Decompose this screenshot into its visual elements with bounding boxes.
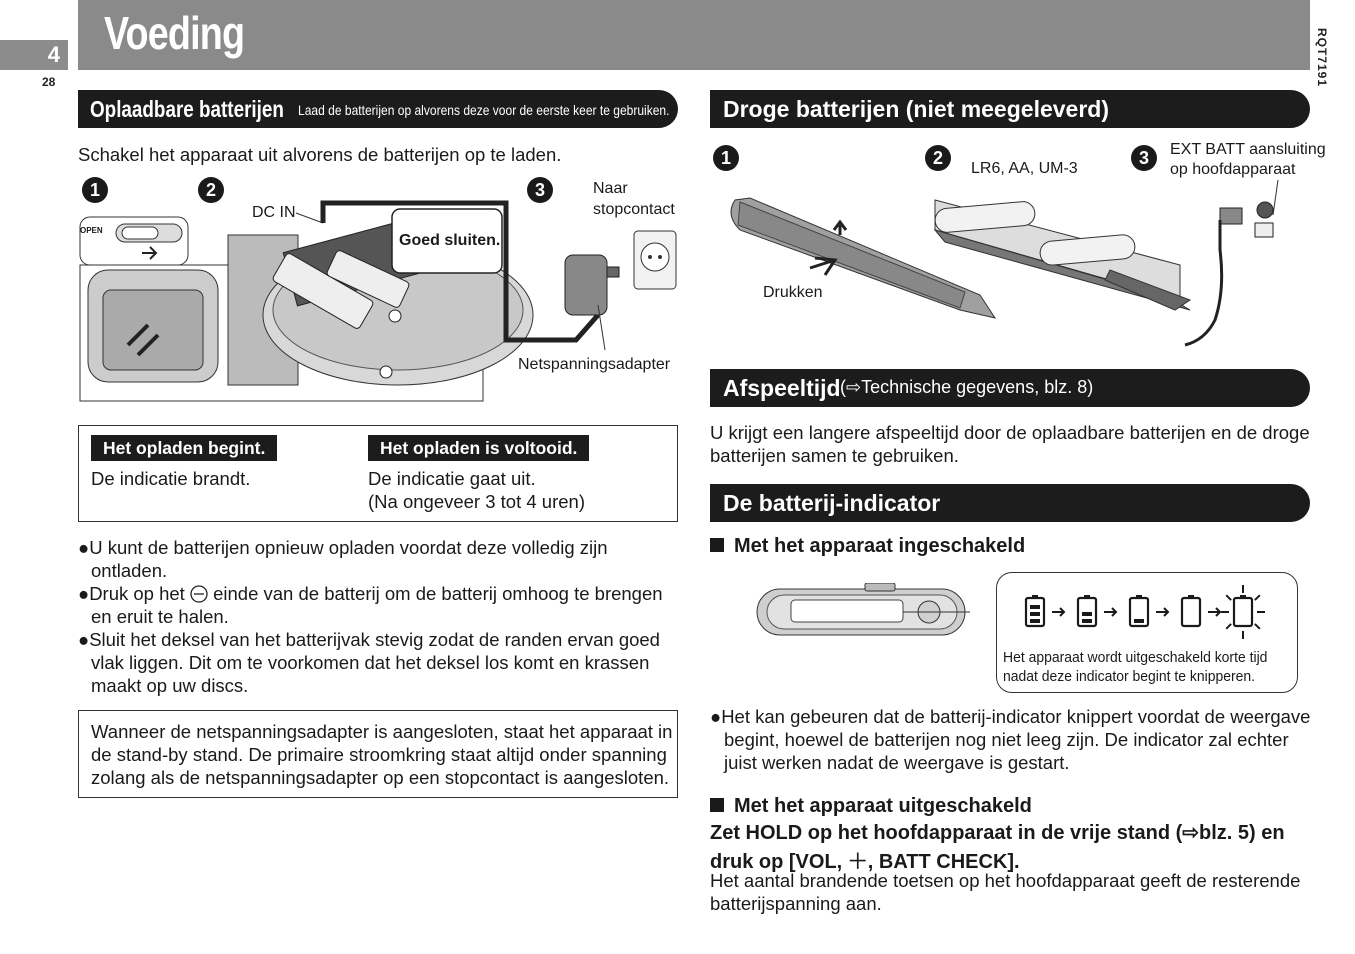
dry-step-number-3: 3 (1131, 145, 1157, 171)
indicator-bullet-line-1: Het kan gebeuren dat de batterij-indicator knippert voordat de weergave (721, 706, 1311, 727)
indicator-bullet-line-2: begint, hoewel de batterijen nog niet leeg zijn. De indicator zal echter (724, 729, 1289, 750)
bullet-1-line-2: ontladen. (91, 560, 168, 581)
square-bullet-icon (710, 538, 724, 552)
on-heading (710, 535, 1025, 558)
note-line-1: Wanneer de netspanningsadapter is aangesloten, staat het apparaat in (91, 721, 673, 742)
section-bar-rechargeable (78, 90, 678, 128)
battery-blinking-icon (1221, 585, 1265, 639)
to-outlet-label-1: Naar (593, 180, 628, 197)
charge-done-label: Het opladen is voltooid. (368, 435, 589, 461)
battery-level-icons (1022, 583, 1282, 639)
playtime-reference: (⇨Technische gegevens, blz. 8) (840, 377, 1094, 397)
intro-text: Schakel het apparaat uit alvorens de batterijen op te laden. (78, 144, 562, 165)
on-heading-text: Met het apparaat ingeschakeld (734, 535, 1026, 557)
close-well-label: Goed sluiten. (399, 232, 501, 249)
bullet-2-line-1a: Druk op het (89, 583, 190, 604)
section-title-rechargeable: Oplaadbare batterijen (90, 96, 284, 122)
bullet-1-line-1: U kunt de batterijen opnieuw opladen voordat deze volledig zijn (89, 537, 608, 558)
ext-batt-label-1: EXT BATT aansluiting (1170, 141, 1326, 158)
minus-circle-icon (190, 585, 208, 603)
remote-control-illustration (755, 583, 970, 639)
page-number-small: 28 (42, 75, 56, 89)
step-number-1: 1 (82, 177, 108, 203)
bullet-3-line-1: Sluit het deksel van het batterijvak stevig zodat de randen ervan goed (89, 629, 660, 650)
indicator-caption-2: nadat deze indicator begint te knipperen. (1003, 668, 1256, 685)
dry-step-number-1: 1 (713, 145, 739, 171)
battery-level-sequence (1022, 583, 1282, 639)
step-number-3: 3 (527, 177, 553, 203)
page-number: 4 (0, 40, 68, 70)
battery-type-label: LR6, AA, UM-3 (971, 160, 1078, 177)
step-number-2: 2 (198, 177, 224, 203)
arrow-right-icon (1104, 608, 1116, 616)
bullet-3-line-3: maakt op uw discs. (91, 675, 249, 696)
off-heading (710, 795, 1032, 818)
section-title-dry: Droge batterijen (niet meegeleverd) (723, 96, 1109, 122)
playtime-line-1: U krijgt een langere afspeeltijd door de oplaadbare batterijen en de droge (710, 422, 1310, 443)
charge-done-text-1: De indicatie gaat uit. (368, 468, 536, 489)
battery-level-icon (1078, 595, 1096, 626)
charge-start-label: Het opladen begint. (91, 435, 277, 461)
off-instruction-line-1: Zet HOLD op het hoofdapparaat in de vrije stand (⇨blz. 5) en (710, 822, 1285, 844)
section-bar-dry (710, 90, 1310, 128)
bullet-2-line-1b: einde van de batterij om de batterij omhoog te brengen (207, 583, 663, 604)
playtime-line-2: batterijen samen te gebruiken. (710, 445, 959, 466)
battery-level-icon (1182, 595, 1200, 626)
indicator-bullet: ●Het kan gebeuren dat de batterij-indicator knippert voordat de weergave begint, hoewel de batterijen nog niet leeg zijn. De indicator zal echter juist werken nadat de weergave is gestart. (710, 706, 1311, 773)
arrow-right-icon (1156, 608, 1168, 616)
off-text-line-1: Het aantal brandende toetsen op het hoofdapparaat geeft de resterende (710, 870, 1301, 891)
section-title-playtime: Afspeeltijd (723, 375, 841, 401)
section-bar-playtime (710, 369, 1310, 407)
indicator-bullet-line-3: juist werken nadat de weergave is gestart. (724, 752, 1070, 773)
section-bar-indicator (710, 484, 1310, 522)
battery-level-icon (1130, 595, 1148, 626)
dc-in-label: DC IN (252, 204, 296, 221)
indicator-caption-1: Het apparaat wordt uitgeschakeld korte tijd (1003, 649, 1268, 666)
standby-note-box (78, 710, 678, 798)
arrow-right-icon (1052, 608, 1064, 616)
battery-level-icon (1026, 595, 1044, 626)
page-title: Voeding (104, 7, 245, 59)
document-code: RQT7191 (1315, 28, 1329, 88)
to-outlet-label-2: stopcontact (593, 201, 675, 218)
dry-step-number-2: 2 (925, 145, 951, 171)
note-line-3: zolang als de netspanningsadapter op een stopcontact is aangesloten. (91, 767, 670, 788)
dry-battery-illustration (710, 170, 1310, 350)
note-line-2: de stand-by stand. De primaire stroomkring staat altijd onder spanning (91, 744, 667, 765)
arrow-right-icon (1208, 608, 1220, 616)
section-title-indicator: De batterij-indicator (723, 490, 941, 516)
bullet-item-1: ●U kunt de batterijen opnieuw opladen voordat deze volledig zijn ontladen. ●Druk op het einde van de batterij om de batterij omhoog te brengen en eruit te halen. ●Sluit het deksel van het batterijvak stevig zodat de randen ervan goed vlak liggen. Dit om te voorkomen dat het deksel los komt en krassen maakt op uw discs. (78, 537, 663, 696)
ext-batt-label-2: op hoofdapparaat (1170, 161, 1296, 178)
press-label: Drukken (763, 284, 823, 301)
bullet-2-line-2: en eruit te halen. (91, 606, 229, 627)
title-bar (78, 0, 1310, 70)
open-label: OPEN (80, 226, 103, 235)
off-text-line-2: batterijspanning aan. (710, 893, 882, 914)
bullet-3-line-2: vlak liggen. Dit om te voorkomen dat het deksel los komt en krassen (91, 652, 650, 673)
square-bullet-icon (710, 798, 724, 812)
charge-start-text: De indicatie brandt. (91, 468, 251, 489)
off-instruction-line-2: druk op [VOL, ＋, BATT CHECK]. (710, 851, 1020, 873)
off-heading-text: Met het apparaat uitgeschakeld (734, 795, 1032, 817)
charge-done-text-2: (Na ongeveer 3 tot 4 uren) (368, 491, 585, 512)
adapter-label: Netspanningsadapter (518, 356, 671, 373)
section-note: Laad de batterijen op alvorens deze voor de eerste keer te gebruiken. (298, 102, 670, 118)
